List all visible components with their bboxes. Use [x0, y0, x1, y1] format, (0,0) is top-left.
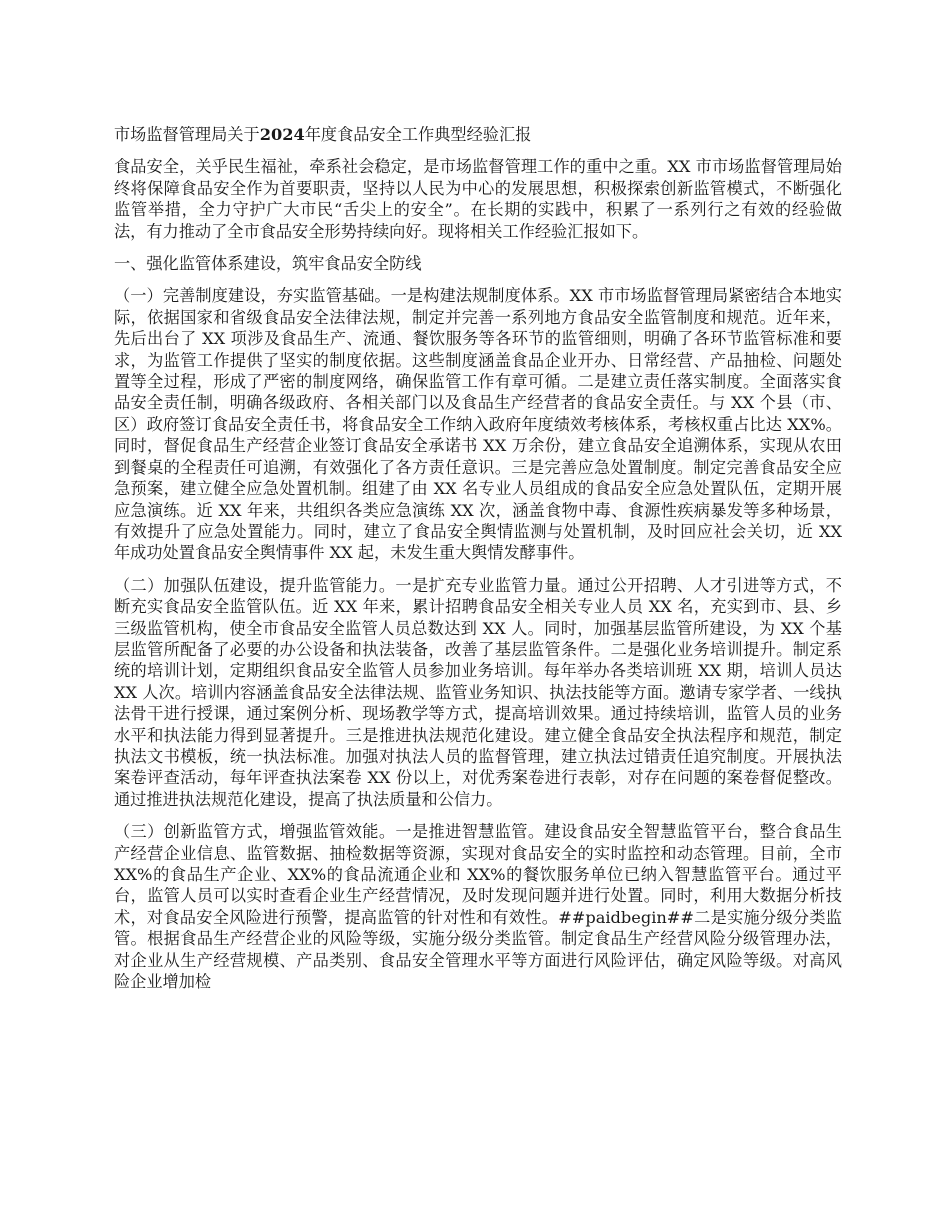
paragraph-institution-building: （一）完善制度建设，夯实监管基础。一是构建法规制度体系。XX 市市场监督管理局紧密结合本地实际，依据国家和省级食品安全法律法规，制定并完善一系列地方食品安全监管制度和规范。近年来，先后出台了 XX 项涉及食品生产、流通、餐饮服务等各环节的监管细则，明确了各环节监管标准和要求，为监管工作提供了坚实的制度依据。这些制度涵盖食品企业开办、日常经营、产品抽检、问题处置等全过程，形成了严密的制度网络，确保监管工作有章可循。二是建立责任落实制度。全面落实食品安全责任制，明确各级政府、各相关部门以及食品生产经营者的食品安全责任。与 XX 个县（市、区）政府签订食品安全责任书，将食品安全工作纳入政府年度绩效考核体系，考核权重占比达 XX%。同时，督促食品生产经营企业签订食品安全承诺书 XX 万余份，建立食品安全追溯体系，实现从农田到餐桌的全程责任可追溯，有效强化了各方责任意识。三是完善应急处置制度。制定完善食品安全应急预案，建立健全应急处置机制。组建了由 XX 名专业人员组成的食品安全应急处置队伍，定期开展应急演练。近 XX 年来，共组织各类应急演练 XX 次，涵盖食物中毒、食源性疾病暴发等多种场景，有效提升了应急处置能力。同时，建立了食品安全舆情监测与处置机制，及时回应社会关切，近 XX 年成功处置食品安全舆情事件 XX 起，未发生重大舆情发酵事件。	[114, 286, 842, 563]
document-title-year: 2024	[259, 125, 305, 144]
document-title-prefix: 市场监督管理局关于	[114, 125, 260, 144]
paragraph-team-building: （二）加强队伍建设，提升监管能力。一是扩充专业监管力量。通过公开招聘、人才引进等方式，不断充实食品安全监管队伍。近 XX 年来，累计招聘食品安全相关专业人员 XX 名，充实到市、县、乡三级监管机构，使全市食品安全监管人员总数达到 XX 人。同时，加强基层监管所建设，为 XX 个基层监管所配备了必要的办公设备和执法装备，改善了基层监管条件。二是强化业务培训提升。制定系统的培训计划，定期组织食品安全监管人员参加业务培训。每年举办各类培训班 XX 期，培训人员达 XX 人次。培训内容涵盖食品安全法律法规、监管业务知识、执法技能等方面。邀请专家学者、一线执法骨干进行授课，通过案例分析、现场教学等方式，提高培训效果。通过持续培训，监管人员的业务水平和执法能力得到显著提升。三是推进执法规范化建设。建立健全食品安全执法程序和规范，制定执法文书模板，统一执法标准。加强对执法人员的监督管理，建立执法过错责任追究制度。开展执法案卷评查活动，每年评查执法案卷 XX 份以上，对优秀案卷进行表彰，对存在问题的案卷督促整改。通过推进执法规范化建设，提高了执法质量和公信力。	[114, 575, 842, 809]
document-body	[114, 124, 842, 1003]
section-heading-1: 一、强化监管体系建设，筑牢食品安全防线	[114, 254, 422, 274]
paragraph-supervision-innovation: （三）创新监管方式，增强监管效能。一是推进智慧监管。建设食品安全智慧监管平台，整合食品生产经营企业信息、监管数据、抽检数据等资源，实现对食品安全的实时监控和动态管理。目前，全市 XX%的食品生产企业、XX%的食品流通企业和 XX%的餐饮服务单位已纳入智慧监管平台。通过平台，监管人员可以实时查看企业生产经营情况，及时发现问题并进行处置。同时，利用大数据分析技术，对食品安全风险进行预警，提高监管的针对性和有效性。##paidbegin##二是实施分级分类监管。根据食品生产经营企业的风险等级，实施分级分类监管。制定食品生产经营风险分级管理办法，对企业从生产经营规模、产品类别、食品安全管理水平等方面进行风险评估，确定风险等级。对高风险企业增加检	[114, 822, 842, 992]
intro-paragraph: 食品安全，关乎民生福祉，牵系社会稳定，是市场监督管理工作的重中之重。XX 市市场监督管理局始终将保障食品安全作为首要职责，坚持以人民为中心的发展思想，积极探索创新监管模式，不断强化监管举措，全力守护广大市民“舌尖上的安全”。在长期的实践中，积累了一系列行之有效的经验做法，有力推动了全市食品安全形势持续向好。现将相关工作经验汇报如下。	[114, 157, 842, 241]
document-title	[114, 124, 842, 145]
document-title-suffix: 年度食品安全工作典型经验汇报	[304, 125, 532, 144]
